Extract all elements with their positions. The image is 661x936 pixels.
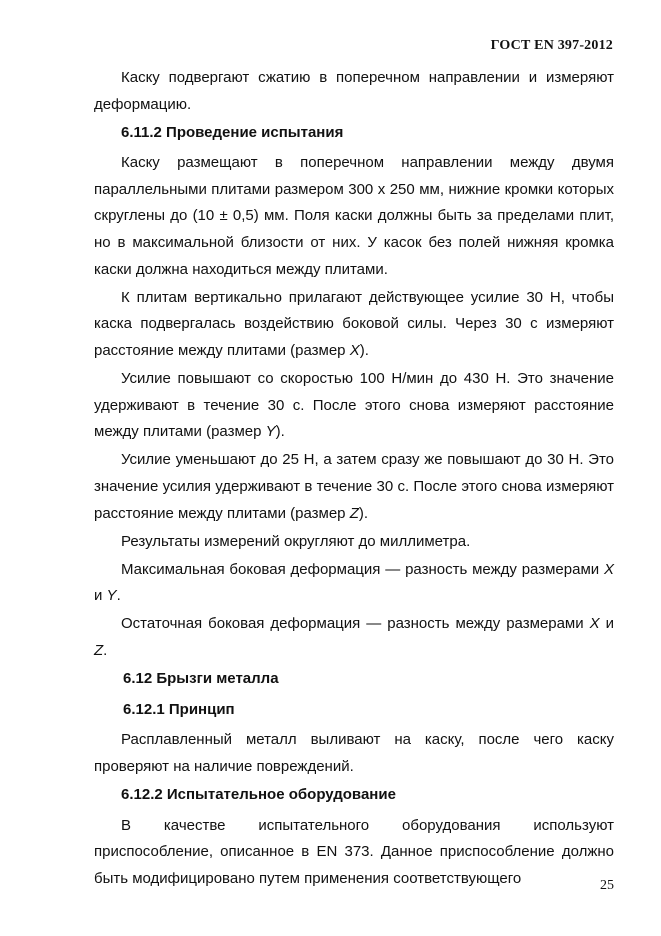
- variable-z: Z: [349, 504, 359, 522]
- variable-y: Y: [265, 423, 276, 441]
- variable-z: Z: [94, 641, 104, 659]
- page-number: 25: [600, 878, 614, 893]
- heading-6-12-1: 6.12.1 Принцип: [123, 700, 235, 718]
- heading-6-11-2: 6.11.2 Проведение испытания: [121, 123, 344, 141]
- paragraph-load-increase: [94, 366, 614, 446]
- text-segment: Усилие уменьшают до 25 Н, а затем сразу же повышают до 30 Н. Это значение усилия удерживают в течение 30 с. После этого снова измеряют расстояние между плитами (размер: [94, 451, 614, 522]
- paragraph-load-decrease: [94, 447, 614, 527]
- paragraph-helmet-placement: Каску размещают в поперечном направлении между двумя параллельными плитами размером 300 x 250 мм, нижние кромки которых скруглены до (10 ± 0,5) мм. Поля каски должны быть за пределами плит, но в максимальной близости от них. У касок без полей нижняя кромка каски должна находиться между плитами.: [94, 154, 614, 278]
- text-segment: и: [94, 587, 107, 605]
- text-segment: Остаточная боковая деформация — разность между размерами: [121, 615, 590, 633]
- variable-x: X: [589, 615, 600, 633]
- paragraph-molten-metal: Расплавленный металл выливают на каску, после чего каску проверяют на наличие повреждений.: [94, 731, 614, 775]
- paragraph-rounding: Результаты измерений округляют до миллиметра.: [121, 532, 471, 550]
- heading-6-12-2: 6.12.2 Испытательное оборудование: [121, 785, 396, 803]
- paragraph-vertical-load: [94, 285, 614, 365]
- text-segment: Усилие повышают со скоростью 100 Н/мин до 430 Н. Это значение удерживают в течение 30 с. После этого снова измеряют расстояние между плитами (размер: [94, 370, 614, 441]
- text-segment: К плитам вертикально прилагают действующее усилие 30 Н, чтобы каска подвергалась воздействию боковой силы. Через 30 с измеряют расстояние между плитами (размер: [94, 288, 614, 359]
- heading-6-12: 6.12 Брызги металла: [123, 670, 279, 688]
- text-segment: .: [103, 641, 108, 659]
- text-segment: ).: [358, 504, 369, 522]
- paragraph-residual-deformation: [94, 611, 614, 664]
- text-segment: .: [116, 587, 121, 605]
- document-body: [94, 65, 614, 894]
- variable-x: X: [349, 341, 360, 359]
- variable-x: X: [603, 560, 614, 578]
- paragraph-test-equipment: В качестве испытательного оборудования используют приспособление, описанное в EN 373. Данное приспособление должно быть модифицировано путем применения соответствующего: [94, 816, 614, 887]
- standard-designation: ГОСТ EN 397-2012: [490, 38, 613, 53]
- text-segment: и: [599, 615, 615, 633]
- text-segment: ).: [275, 423, 285, 441]
- paragraph-compression-intro: Каску подвергают сжатию в поперечном направлении и измеряют деформацию.: [94, 69, 614, 113]
- variable-y: Y: [106, 587, 117, 605]
- text-segment: ).: [359, 341, 369, 359]
- paragraph-max-deformation: [94, 557, 614, 610]
- text-segment: Максимальная боковая деформация — разность между размерами: [121, 560, 604, 578]
